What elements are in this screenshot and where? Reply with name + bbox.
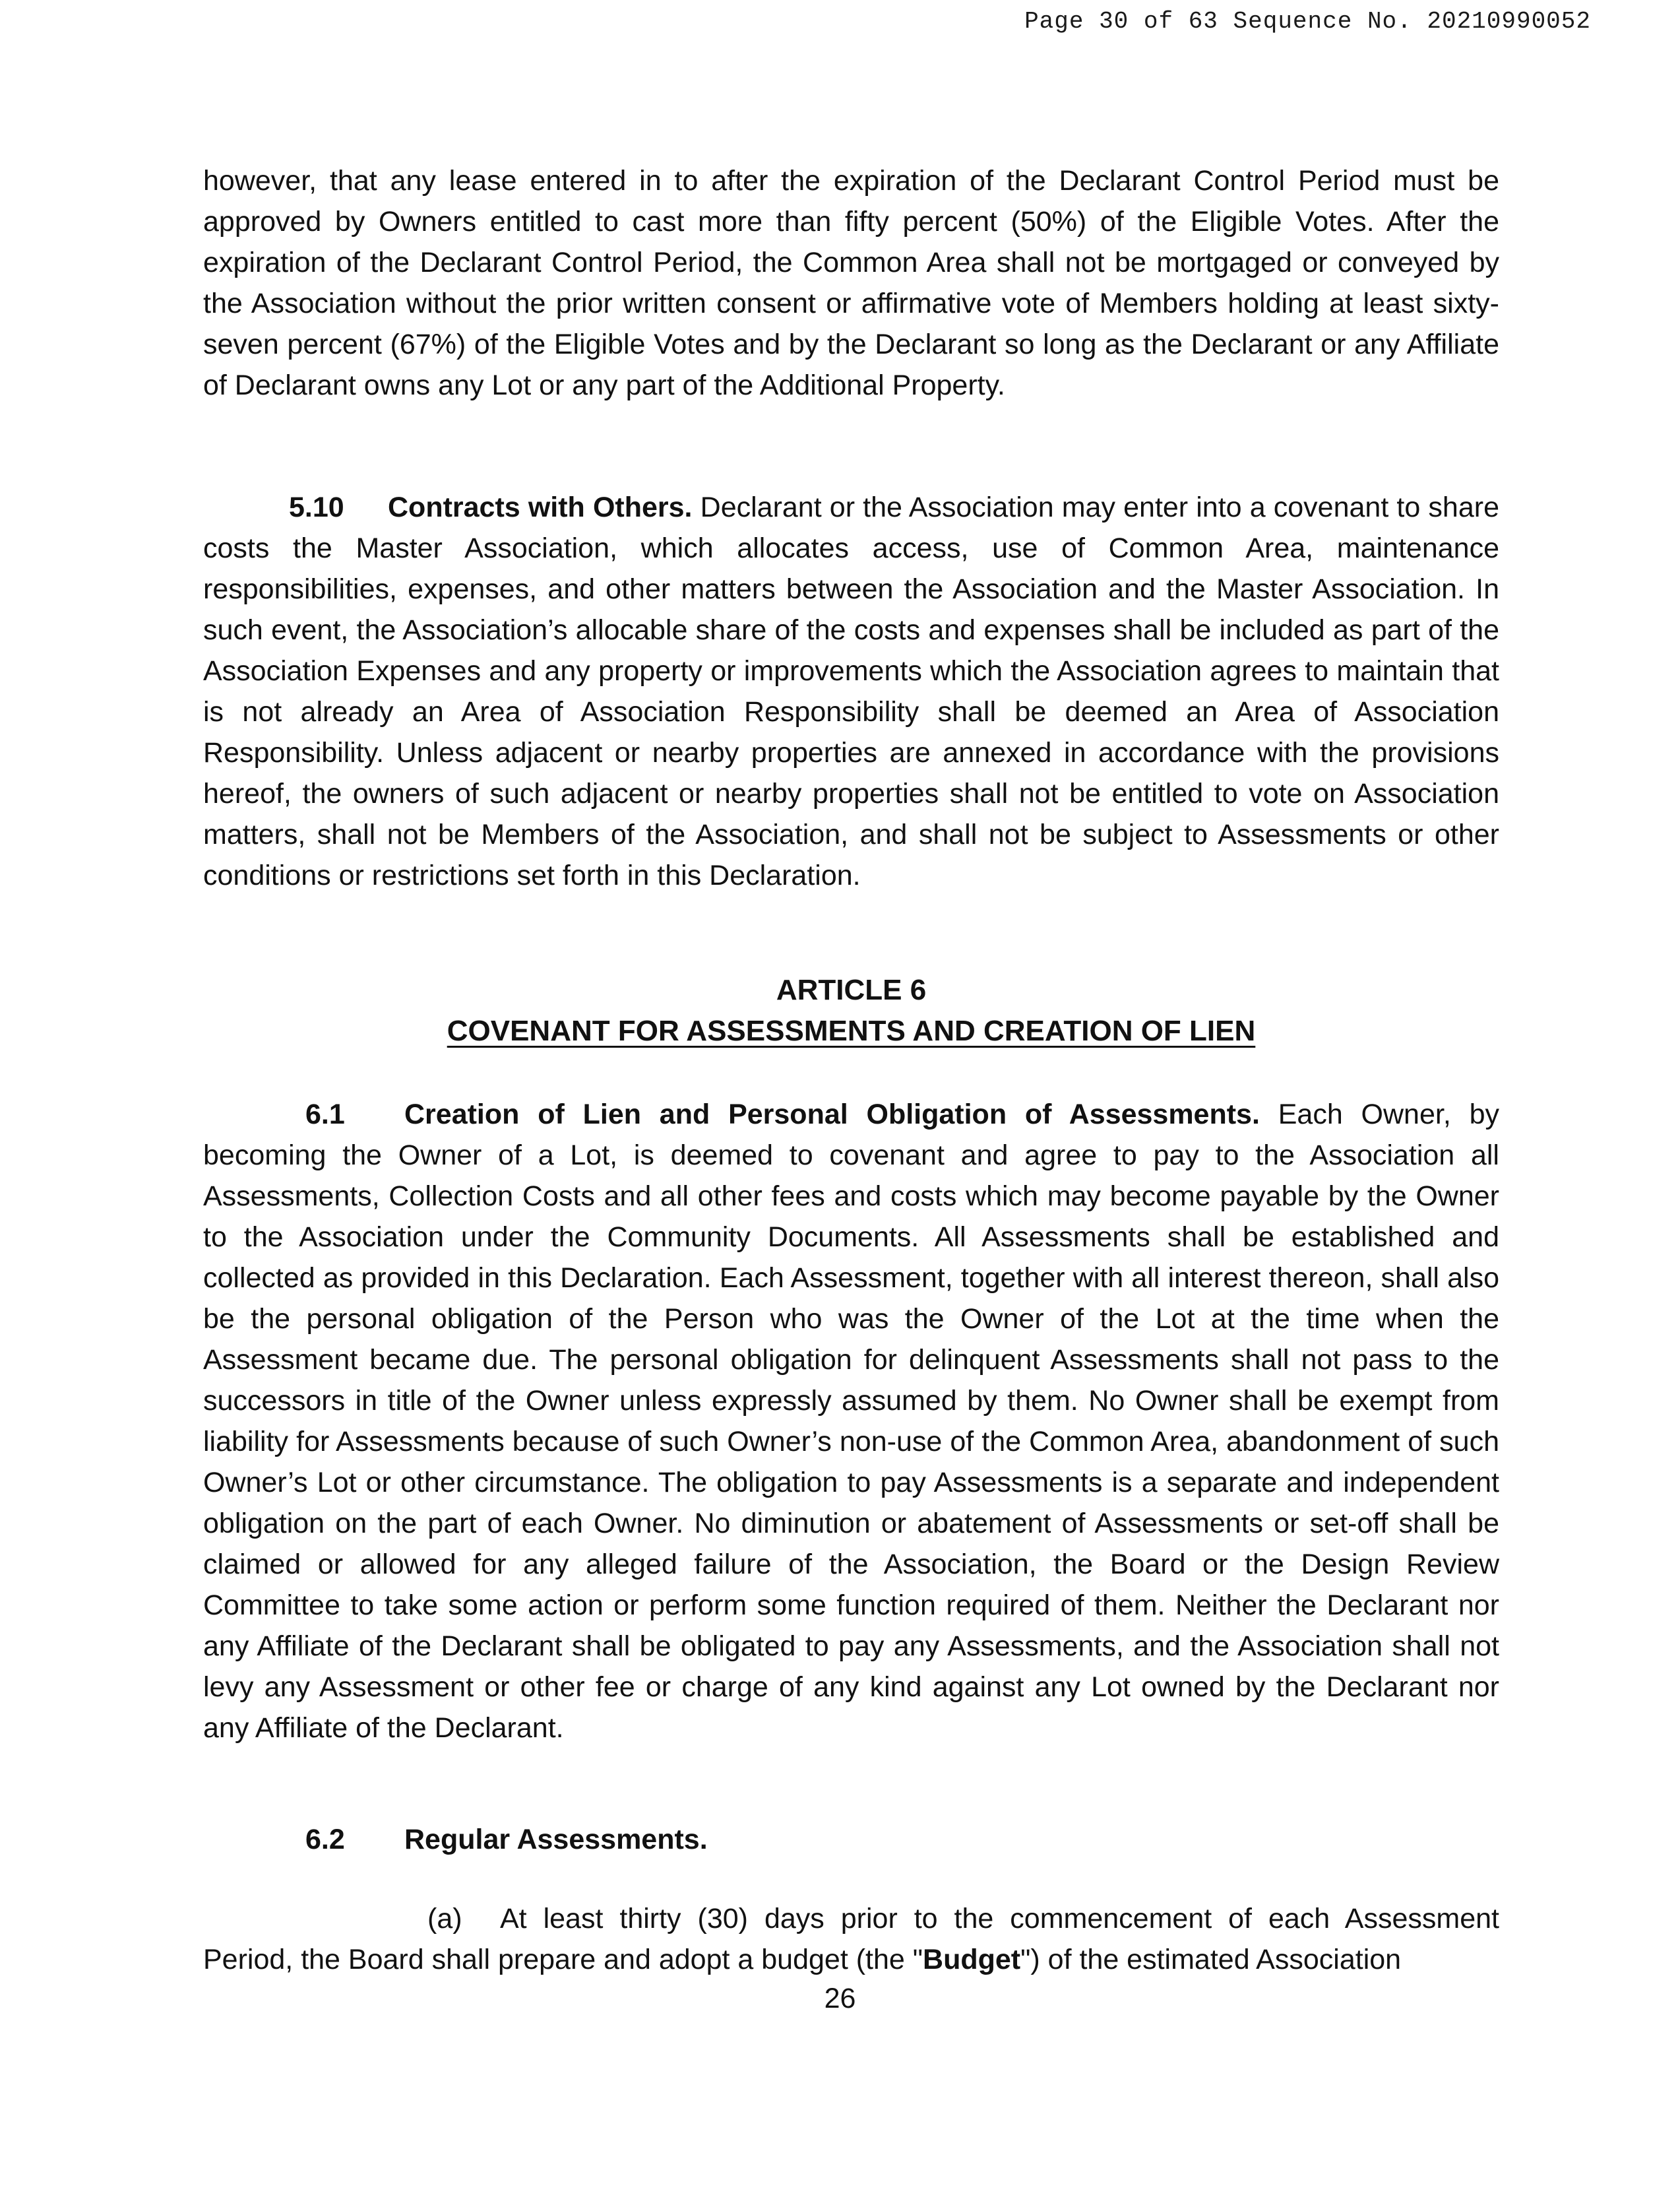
section-number: 6.2: [305, 1824, 345, 1855]
subsection-6-2-a: [203, 1898, 1499, 1980]
paragraph: [203, 1819, 1499, 1860]
section-5-9-continuation: [203, 160, 1499, 406]
section-number: 6.1: [305, 1099, 345, 1130]
subsection-label: (a): [427, 1903, 462, 1934]
paragraph-text: however, that any lease entered in to after the expiration of the Declarant Control Period must be approved by Owners entitled to cast more than fifty percent (50%) of the Eligible Votes. After the expiration of the Declarant Control Period, the Common Area shall not be mortgaged or conveyed by the Association without the prior written consent or affirmative vote of Members holding at least sixty-seven percent (67%) of the Eligible Votes and by the Declarant so long as the Declarant or any Affiliate of Declarant owns any Lot or any part of the Additional Property.: [203, 165, 1499, 401]
paragraph: [203, 1898, 1499, 1980]
page-number: 26: [824, 1983, 856, 2014]
section-6-2: [203, 1819, 1499, 1860]
section-number: 5.10: [289, 492, 344, 523]
paragraph: [203, 1094, 1499, 1748]
article-label: ARTICLE 6: [776, 974, 927, 1006]
paragraph-text: Each Owner, by becoming the Owner of a Lot, is deemed to covenant and agree to pay to the Association all Assessments, Collection Costs and all other fees and costs which may become payable by the Owner to the Association under the Community Documents. All Assessments shall be established and collected as provided in this Declaration. Each Assessment, together with all interest thereon, shall also be the personal obligation of the Person who was the Owner of the Lot at the time when the Assessment became due. The personal obligation for delinquent Assessments shall not pass to the successors in title of the Owner unless expressly assumed by them. No Owner shall be exempt from liability for Assessments because of such Owner’s non-use of the Common Area, abandonment of such Owner’s Lot or other circumstance. The obligation to pay Assessments is a separate and independent obligation on the part of each Owner. No diminution or abatement of Assessments or set-off shall be claimed or allowed for any alleged failure of the Association, the Board or the Design Review Committee to take some action or perform some function required of them. Neither the Declarant nor any Affiliate of the Declarant shall be obligated to pay any Assessments, and the Association shall not levy any Assessment or other fee or charge of any kind against any Lot owned by the Declarant nor any Affiliate of the Declarant.: [203, 1099, 1499, 1744]
paragraph: [203, 487, 1499, 896]
section-5-10: [203, 487, 1499, 896]
article-title: [203, 1011, 1499, 1052]
article-title-text: COVENANT FOR ASSESSMENTS AND CREATION OF LIEN: [447, 1015, 1256, 1047]
defined-term: Budget: [923, 1944, 1021, 1975]
paragraph-text: Declarant or the Association may enter into a covenant to share costs the Master Association, which allocates access, use of Common Area, maintenance responsibilities, expenses, and other matters between the Association and the Master Association. In such event, the Association’s allocable share of the costs and expenses shall be included as part of the Association Expenses and any property or improvements which the Association agrees to maintain that is not already an Area of Association Responsibility shall be deemed an Area of Association Responsibility. Unless adjacent or nearby properties are annexed in accordance with the provisions hereof, the owners of such adjacent or nearby properties shall not be entitled to vote on Association matters, shall not be Members of the Association, and shall not be subject to Assessments or other conditions or restrictions set forth in this Declaration.: [203, 492, 1499, 891]
paragraph-text: At least thirty (30) days prior to the commencement of each Assessment Period, the Board shall prepare and adopt a budget (the ": [203, 1903, 1499, 1975]
section-title: Creation of Lien and Personal Obligation of Assessments.: [404, 1099, 1260, 1130]
section-title: Regular Assessments.: [404, 1824, 708, 1855]
section-title: Contracts with Others.: [388, 492, 693, 523]
section-6-1: [203, 1094, 1499, 1748]
paragraph-text-continued: ") of the estimated Association: [1020, 1944, 1402, 1975]
page-header: Page 30 of 63 Sequence No. 20210990052: [1024, 8, 1591, 35]
